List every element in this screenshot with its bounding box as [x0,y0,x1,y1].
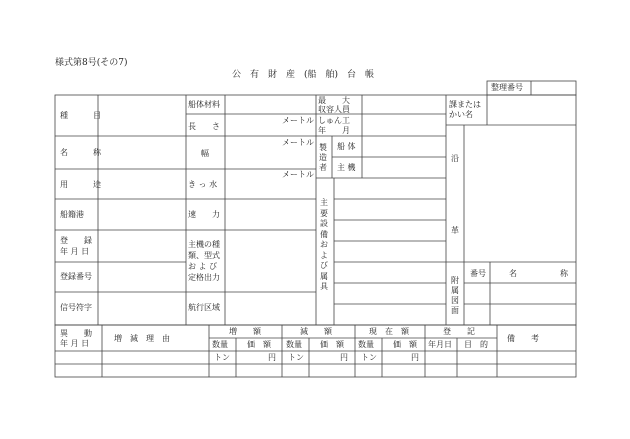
shuki-label-2: 類、型式 [188,251,220,260]
zougaku-suryo: 数量 [212,340,228,349]
form-title: 公 有 財 産 (船 舶) 台 帳 [232,70,375,80]
toki-label: 登 記 [443,327,475,336]
kaka-text: 課またはかい名 [449,100,481,119]
shuki-label-1: 主機の種 [188,240,220,249]
unit-meter-1: メートル [282,116,314,125]
enkaku-label-2: 革 [451,226,459,235]
toki-mokuteki: 目 的 [464,340,488,349]
sentai-label: 船 体 [337,142,356,151]
ido-nengappi-label-2: 年 月 日 [60,339,90,348]
haba-label: 幅 [201,149,209,158]
gengaku-suryo: 数量 [286,340,302,349]
zougaku-en: 円 [268,353,276,362]
sentai-zairyo-label: 船体材料 [188,100,220,109]
gengaku-kagaku: 価 額 [320,340,344,349]
ido-nengappi-label-1: 異 動 [60,329,92,338]
shunko-label-1: しゅん工 [318,116,350,125]
toroku-bango-label: 登録番号 [60,272,92,281]
koko-kuiki-label: 航行区域 [188,303,220,312]
gengaku-ton: トン [288,353,304,362]
zougaku-ton: トン [214,353,230,362]
meisho-label: 名 称 [60,148,104,157]
biko-label: 備 考 [507,334,539,343]
seizosha-label: 製 造 者 [319,143,327,172]
genzai-kagaku: 価 額 [393,340,417,349]
genzai-suryo: 数量 [358,340,374,349]
kissui-label: き っ 水 [188,180,218,189]
fuzoku-zumen-label: 附 属 図 面 [451,276,459,315]
bango-label: 番号 [470,269,486,278]
seiri-bango-label: 整理番号 [491,83,523,92]
toki-nengappi: 年月日 [428,340,452,349]
shuki-label-4: 定格出力 [188,273,220,282]
shumoku-label: 種 目 [60,111,104,120]
sokuryoku-label: 速 力 [188,210,220,219]
shunko-label-2: 年 月 [318,126,350,135]
kaka-label [449,100,485,120]
toroku-nengappi-label-2: 年 月 日 [60,247,90,256]
saidai-label-2: 収容人員 [318,105,350,114]
toroku-nengappi-label-1: 登 録 [60,236,92,245]
sensekiko-label: 船籍港 [60,210,84,219]
saidai-label-1: 最 大 [318,96,350,105]
meisho-right-label: 名 称 [509,269,577,278]
zougaku-label: 増 額 [229,327,261,336]
genzai-ton: トン [361,353,377,362]
zougaku-kagaku: 価 額 [247,340,271,349]
nagasa-label: 長 さ [188,122,220,131]
shingo-fuji-label: 信号符字 [60,303,92,312]
unit-meter-3: メートル [282,170,314,179]
genzaigaku-label: 現 在 額 [369,327,409,336]
shuki-label: 主 機 [337,163,356,172]
shuki-label-3: お よ び [188,262,218,271]
unit-meter-2: メートル [282,138,314,147]
yoto-label: 用 途 [60,180,104,189]
genzai-en: 円 [411,353,419,362]
gengaku-label: 減 額 [300,327,332,336]
shuyo-setsubi-label: 主 要 設 備 お よ び 属 具 [320,198,328,291]
gengaku-en: 円 [340,353,348,362]
form-number: 様式第8号(その7) [55,58,128,68]
zougen-riyu-label: 増 減 理 由 [114,334,170,343]
enkaku-label-1: 沿 [451,154,459,163]
